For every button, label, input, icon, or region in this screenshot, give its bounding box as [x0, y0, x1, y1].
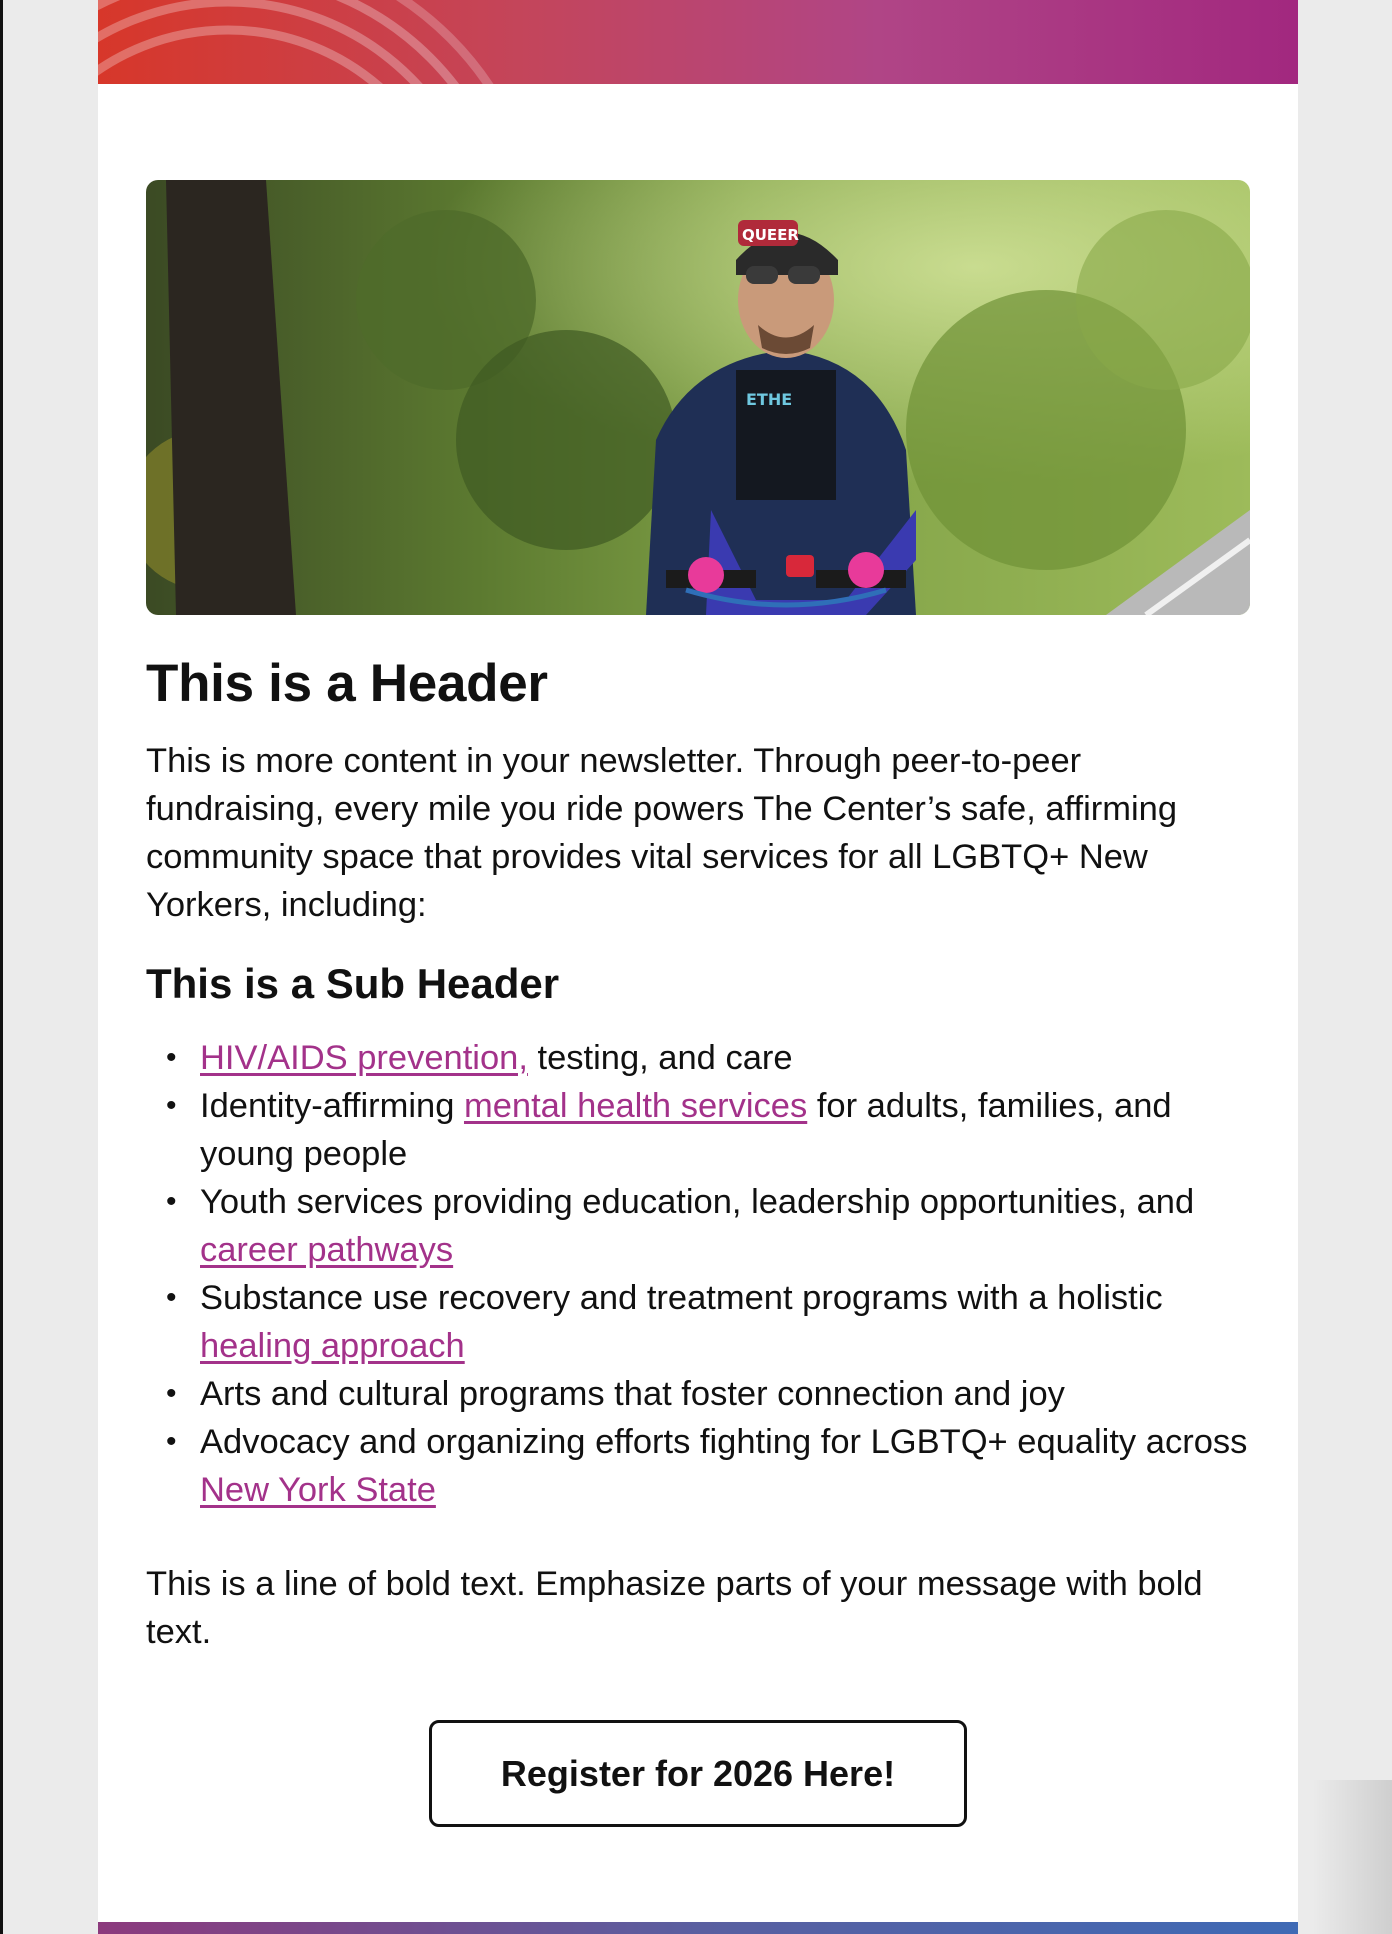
link-mental-health-services[interactable]: mental health services [463, 1086, 808, 1125]
list-item [146, 1034, 1250, 1082]
top-banner [98, 0, 1298, 84]
bullet-icon: • [166, 1280, 177, 1314]
window-edge [0, 0, 3, 1934]
main-content [146, 655, 1250, 1656]
list-item [146, 1178, 1250, 1274]
hero-image-cyclist [146, 180, 1250, 615]
bullet-icon: • [166, 1184, 177, 1218]
link-career-pathways[interactable]: career pathways [200, 1230, 454, 1269]
list-item [146, 1274, 1250, 1370]
email-body [98, 0, 1298, 1934]
scroll-shadow [1312, 1780, 1392, 1934]
register-button[interactable]: Register for 2026 Here! [429, 1720, 967, 1827]
bullet-icon: • [166, 1088, 177, 1122]
list-item-text: testing, and care [527, 1038, 793, 1077]
list-item [146, 1418, 1250, 1514]
list-item-text: Substance use recovery and treatment programs with a holistic [200, 1278, 1163, 1317]
list-item-text: Youth services providing education, leadership opportunities, and [200, 1182, 1195, 1221]
shirt-text: ETHE [746, 390, 793, 409]
banner-arcs-decoration [98, 0, 1298, 84]
list-item-text: for adults, families, and young people [200, 1086, 1172, 1173]
helmet-text: QUEER [742, 226, 799, 244]
bullet-icon: • [166, 1376, 177, 1410]
sub-header: This is a Sub Header [146, 960, 560, 1008]
list-item [146, 1370, 1250, 1418]
intro-paragraph: This is more content in your newsletter. Through peer-to-peer fundraising, every mile you ride powers The Center’s safe, affirming community space that provides vital services for all LGBTQ+ New Yorkers, including: [146, 742, 1178, 925]
list-item-text: Arts and cultural programs that foster connection and joy [200, 1374, 1065, 1413]
bullet-icon: • [166, 1424, 177, 1458]
cta-container [98, 1720, 1298, 1827]
bold-text-line: This is a line of bold text. Emphasize parts of your message with bold text. [146, 1564, 1203, 1651]
bullet-icon: • [166, 1040, 177, 1074]
page-header: This is a Header [146, 654, 548, 713]
list-item-text: Advocacy and organizing efforts fighting for LGBTQ+ equality across [200, 1422, 1248, 1461]
link-new-york-state[interactable]: New York State [200, 1470, 436, 1509]
list-item-text: Identity-affirming [200, 1086, 464, 1125]
bottom-banner [98, 1922, 1298, 1934]
cyclist-photo [146, 180, 1250, 615]
list-item [146, 1082, 1250, 1178]
services-list [146, 1034, 1250, 1514]
link-healing-approach[interactable]: healing approach [200, 1326, 465, 1365]
link-hiv-aids-prevention[interactable]: HIV/AIDS prevention, [200, 1038, 528, 1077]
